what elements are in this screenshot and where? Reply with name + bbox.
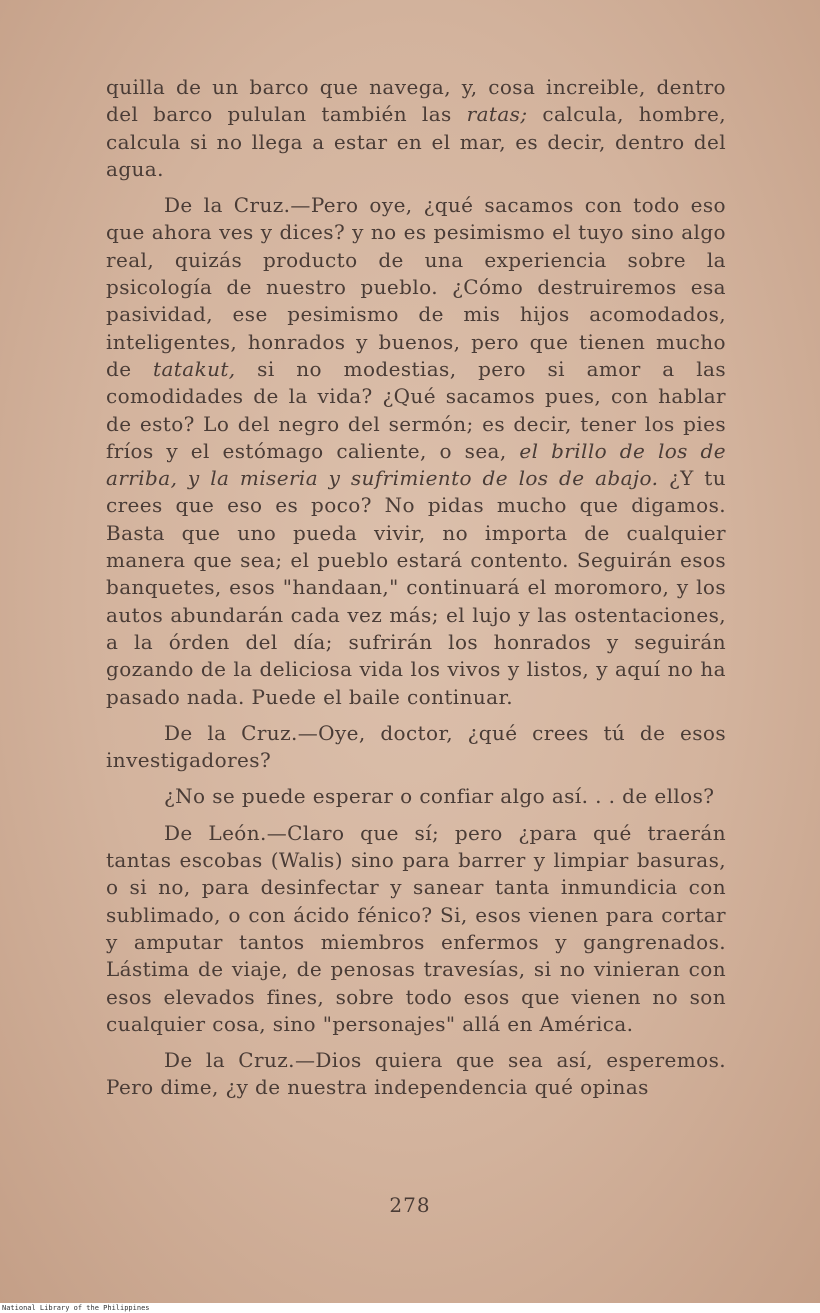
body-text <box>106 74 726 1111</box>
text-run: si no modestias, pero si amor a las comodidades de la vida? ¿Qué sacamos pues, con hablar de esto? Lo del negro del sermón; es decir, tener los pies fríos y el estómago caliente, o sea, <box>106 356 726 463</box>
paragraph <box>106 74 726 183</box>
paragraph <box>106 783 726 810</box>
italic-text-run: tatakut, <box>153 356 236 381</box>
italic-text-run: el brillo de los de arriba, y la miseria y sufrimiento de los de abajo. <box>106 438 726 491</box>
paragraph <box>106 1047 726 1102</box>
text-run: De León.—Claro que sí; pero ¿para qué traerán tantas escobas (Walis) sino para barrer y limpiar basuras, o si no, para desinfectar y sanear tanta inmundicia con sublimado, o con ácido fénico? Si, esos vienen para cortar y amputar tantos miembros enfermos y gangrenados. Lástima de viaje, de penosas travesías, si no vinieran con esos elevados fines, sobre todo esos que vienen no son cualquier cosa, sino "personajes" allá en América. <box>106 820 726 1036</box>
text-run: quilla de un barco que navega, y, cosa increible, dentro del barco pululan también las <box>106 75 726 127</box>
page-number: 278 <box>389 1193 431 1217</box>
text-run: De la Cruz.—Dios quiera que sea así, esperemos. Pero dime, ¿y de nuestra independencia qué opinas <box>106 1048 726 1100</box>
text-run: De la Cruz.—Pero oye, ¿qué sacamos con todo eso que ahora ves y dices? y no es pesimismo el tuyo sino algo real, quizás producto de una experiencia sobre la psicología de nuestro pueblo. ¿Cómo destruiremos esa pasividad, ese pesimismo de mis hijos acomodados, inteligentes, honrados y buenos, pero que tienen mucho de <box>106 193 726 381</box>
text-run: De la Cruz.—Oye, doctor, ¿qué crees tú de esos investigadores? <box>106 720 726 773</box>
text-run: ¿No se puede esperar o confiar algo así. . . de ellos? <box>164 784 715 809</box>
text-run: calcula, hombre, calcula si no llega a estar en el mar, es decir, dentro del agua. <box>106 102 726 181</box>
paragraph <box>106 192 726 711</box>
paragraph <box>106 820 726 1038</box>
text-run: ¿Y tu crees que eso es poco? No pidas mucho que digamos. Basta que uno pueda vivir, no importa de cualquier manera que sea; el pueblo estará contento. Seguirán esos banquetes, esos "handaan," continuará el moromoro, y los autos abundarán cada vez más; el lujo y las ostentaciones, a la órden del día; sufrirán los honrados y seguirán gozando de la deliciosa vida los vivos y listos, y aquí no ha pasado nada. Puede el baile continuar. <box>106 466 726 709</box>
paragraph <box>106 720 726 775</box>
library-watermark: National Library of the Philippines <box>0 1303 820 1313</box>
italic-text-run: ratas; <box>466 102 528 127</box>
